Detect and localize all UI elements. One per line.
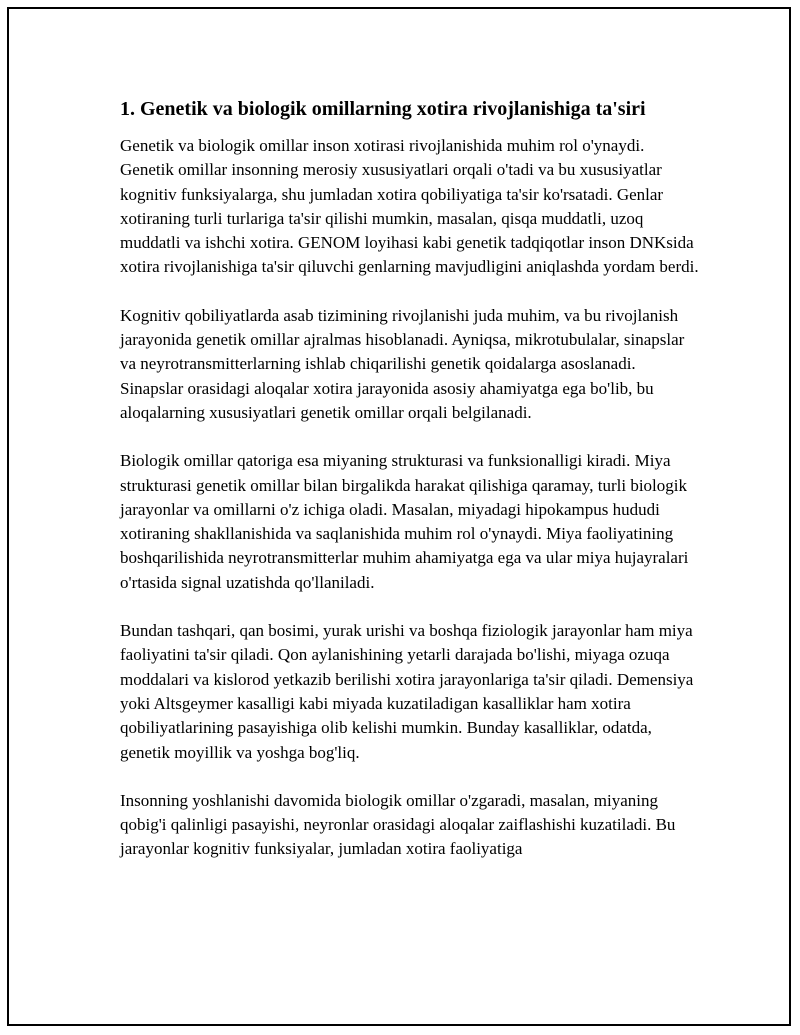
paragraph-physiological-processes: Bundan tashqari, qan bosimi, yurak urishi va boshqa fiziologik jarayonlar ham miya faoliyatini ta'sir qiladi. Qon aylanishining yetarli darajada bo'lishi, miyaga ozuqa moddalari va kislorod yetkazib berilishi xotira jarayonlariga ta'sir qiladi. Demensiya yoki Altsgeymer kasalligi kabi miyada kuzatiladigan kasalliklar ham xotira qobiliyatlarining pasayishiga olib kelishi mumkin. Bunday kasalliklar, odatda, genetik moyillik va yoshga bog'liq. bbox=[120, 621, 694, 762]
document-body bbox=[120, 96, 700, 886]
paragraph-nervous-system: Kognitiv qobiliyatlarda asab tizimining rivojlanishi juda muhim, va bu rivojlanish jarayonida genetik omillar ajralmas hisoblanadi. Ayniqsa, mikrotubulalar, sinapslar va neyrotransmitterlarning ishlab chiqarilishi genetik qoidalarga asoslanadi. Sinapslar orasidagi aloqalar xotira jarayonida asosiy ahamiyatga ega bo'lib, bu aloqalarning xususiyatlari genetik omillar orqali belgilanadi. bbox=[120, 305, 685, 422]
paragraph-brain-structure: Biologik omillar qatoriga esa miyaning strukturasi va funksionalligi kiradi. Miya strukturasi genetik omillar bilan birgalikda harakat qilishiga qaramay, turli biologik jarayonlar va omillarni o'z ichiga oladi. Masalan, miyadagi hipokampus hududi xotiraning shakllanishida va saqlanishida muhim rol o'ynaydi. Miya faoliyatining boshqarilishida neyrotransmitterlar muhim ahamiyatga ega va ular miya hujayralari o'rtasida signal uzatishda qo'llaniladi. bbox=[120, 451, 689, 592]
paragraph-aging: Insonning yoshlanishi davomida biologik omillar o'zgaradi, masalan, miyaning qobig'i qalinligi pasayishi, neyronlar orasidagi aloqalar zaiflashishi kuzatiladi. Bu jarayonlar kognitiv funksiyalar, jumladan xotira faoliyatiga bbox=[120, 790, 676, 859]
paragraph-genetic-factors: Genetik va biologik omillar inson xotirasi rivojlanishida muhim rol o'ynaydi. Genetik omillar insonning merosiy xususiyatlari orqali o'tadi va bu xususiyatlar kognitiv funksiyalarga, shu jumladan xotira qobiliyatiga ta'sir ko'rsatadi. Genlar xotiraning turli turlariga ta'sir qilishi mumkin, masalan, qisqa muddatli, uzoq muddatli va ishchi xotira. GENOM loyihasi kabi genetik tadqiqotlar inson DNKsida xotira rivojlanishiga ta'sir qiluvchi genlarning mavjudligini aniqlashda yordam berdi. bbox=[120, 136, 699, 277]
document-page bbox=[7, 7, 791, 1026]
section-heading: 1. Genetik va biologik omillarning xotira rivojlanishiga ta'siri bbox=[120, 98, 646, 120]
